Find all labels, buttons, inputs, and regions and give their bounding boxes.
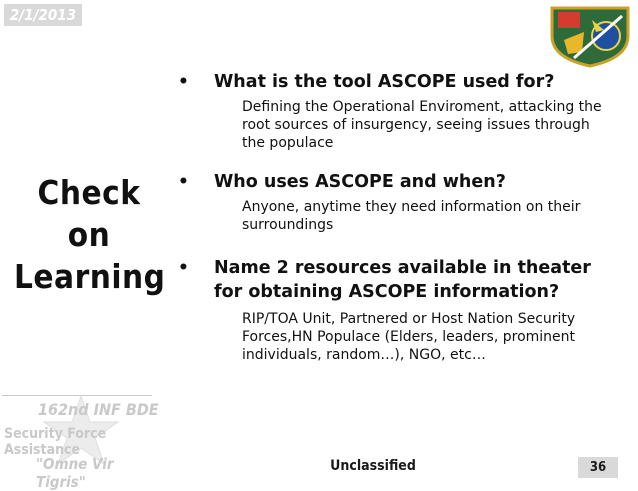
bullet-icon: • [178, 72, 189, 92]
sidebar [0, 0, 166, 491]
question-text: Who uses ASCOPE and when? [214, 172, 506, 192]
page-number: 36 [578, 457, 618, 478]
slide-title [14, 172, 164, 298]
unit-crest-icon [544, 2, 636, 68]
question-item [170, 70, 625, 152]
unit-motto: "Omne Vir Tigris" [36, 455, 114, 491]
answer-text: Anyone, anytime they need information on their surroundings [242, 199, 581, 233]
answer-text: RIP/TOA Unit, Partnered or Host Nation Security Forces,HN Populace (Elders, leaders, prominent individuals, random…), NGO, etc… [242, 311, 576, 363]
bullet-icon: • [178, 258, 189, 278]
unit-name: 162nd INF BDE [38, 400, 159, 419]
unit-mission: Security Force Assistance [4, 426, 107, 458]
question-text: Name 2 resources available in theater for obtaining ASCOPE information? [214, 258, 591, 302]
question-text: What is the tool ASCOPE used for? [214, 72, 555, 92]
answer-text: Defining the Operational Enviroment, attacking the root sources of insurgency, seeing issues through the populace [242, 99, 602, 151]
bullet-icon: • [178, 172, 189, 192]
slide-title-line2: Learning [14, 257, 166, 296]
classification-label: Unclassified [330, 458, 416, 474]
slide-title-line1: Check on [37, 173, 141, 254]
question-item [170, 170, 625, 234]
date-label: 2/1/2013 [4, 4, 82, 26]
question-list [170, 70, 625, 364]
question-item [170, 256, 625, 364]
